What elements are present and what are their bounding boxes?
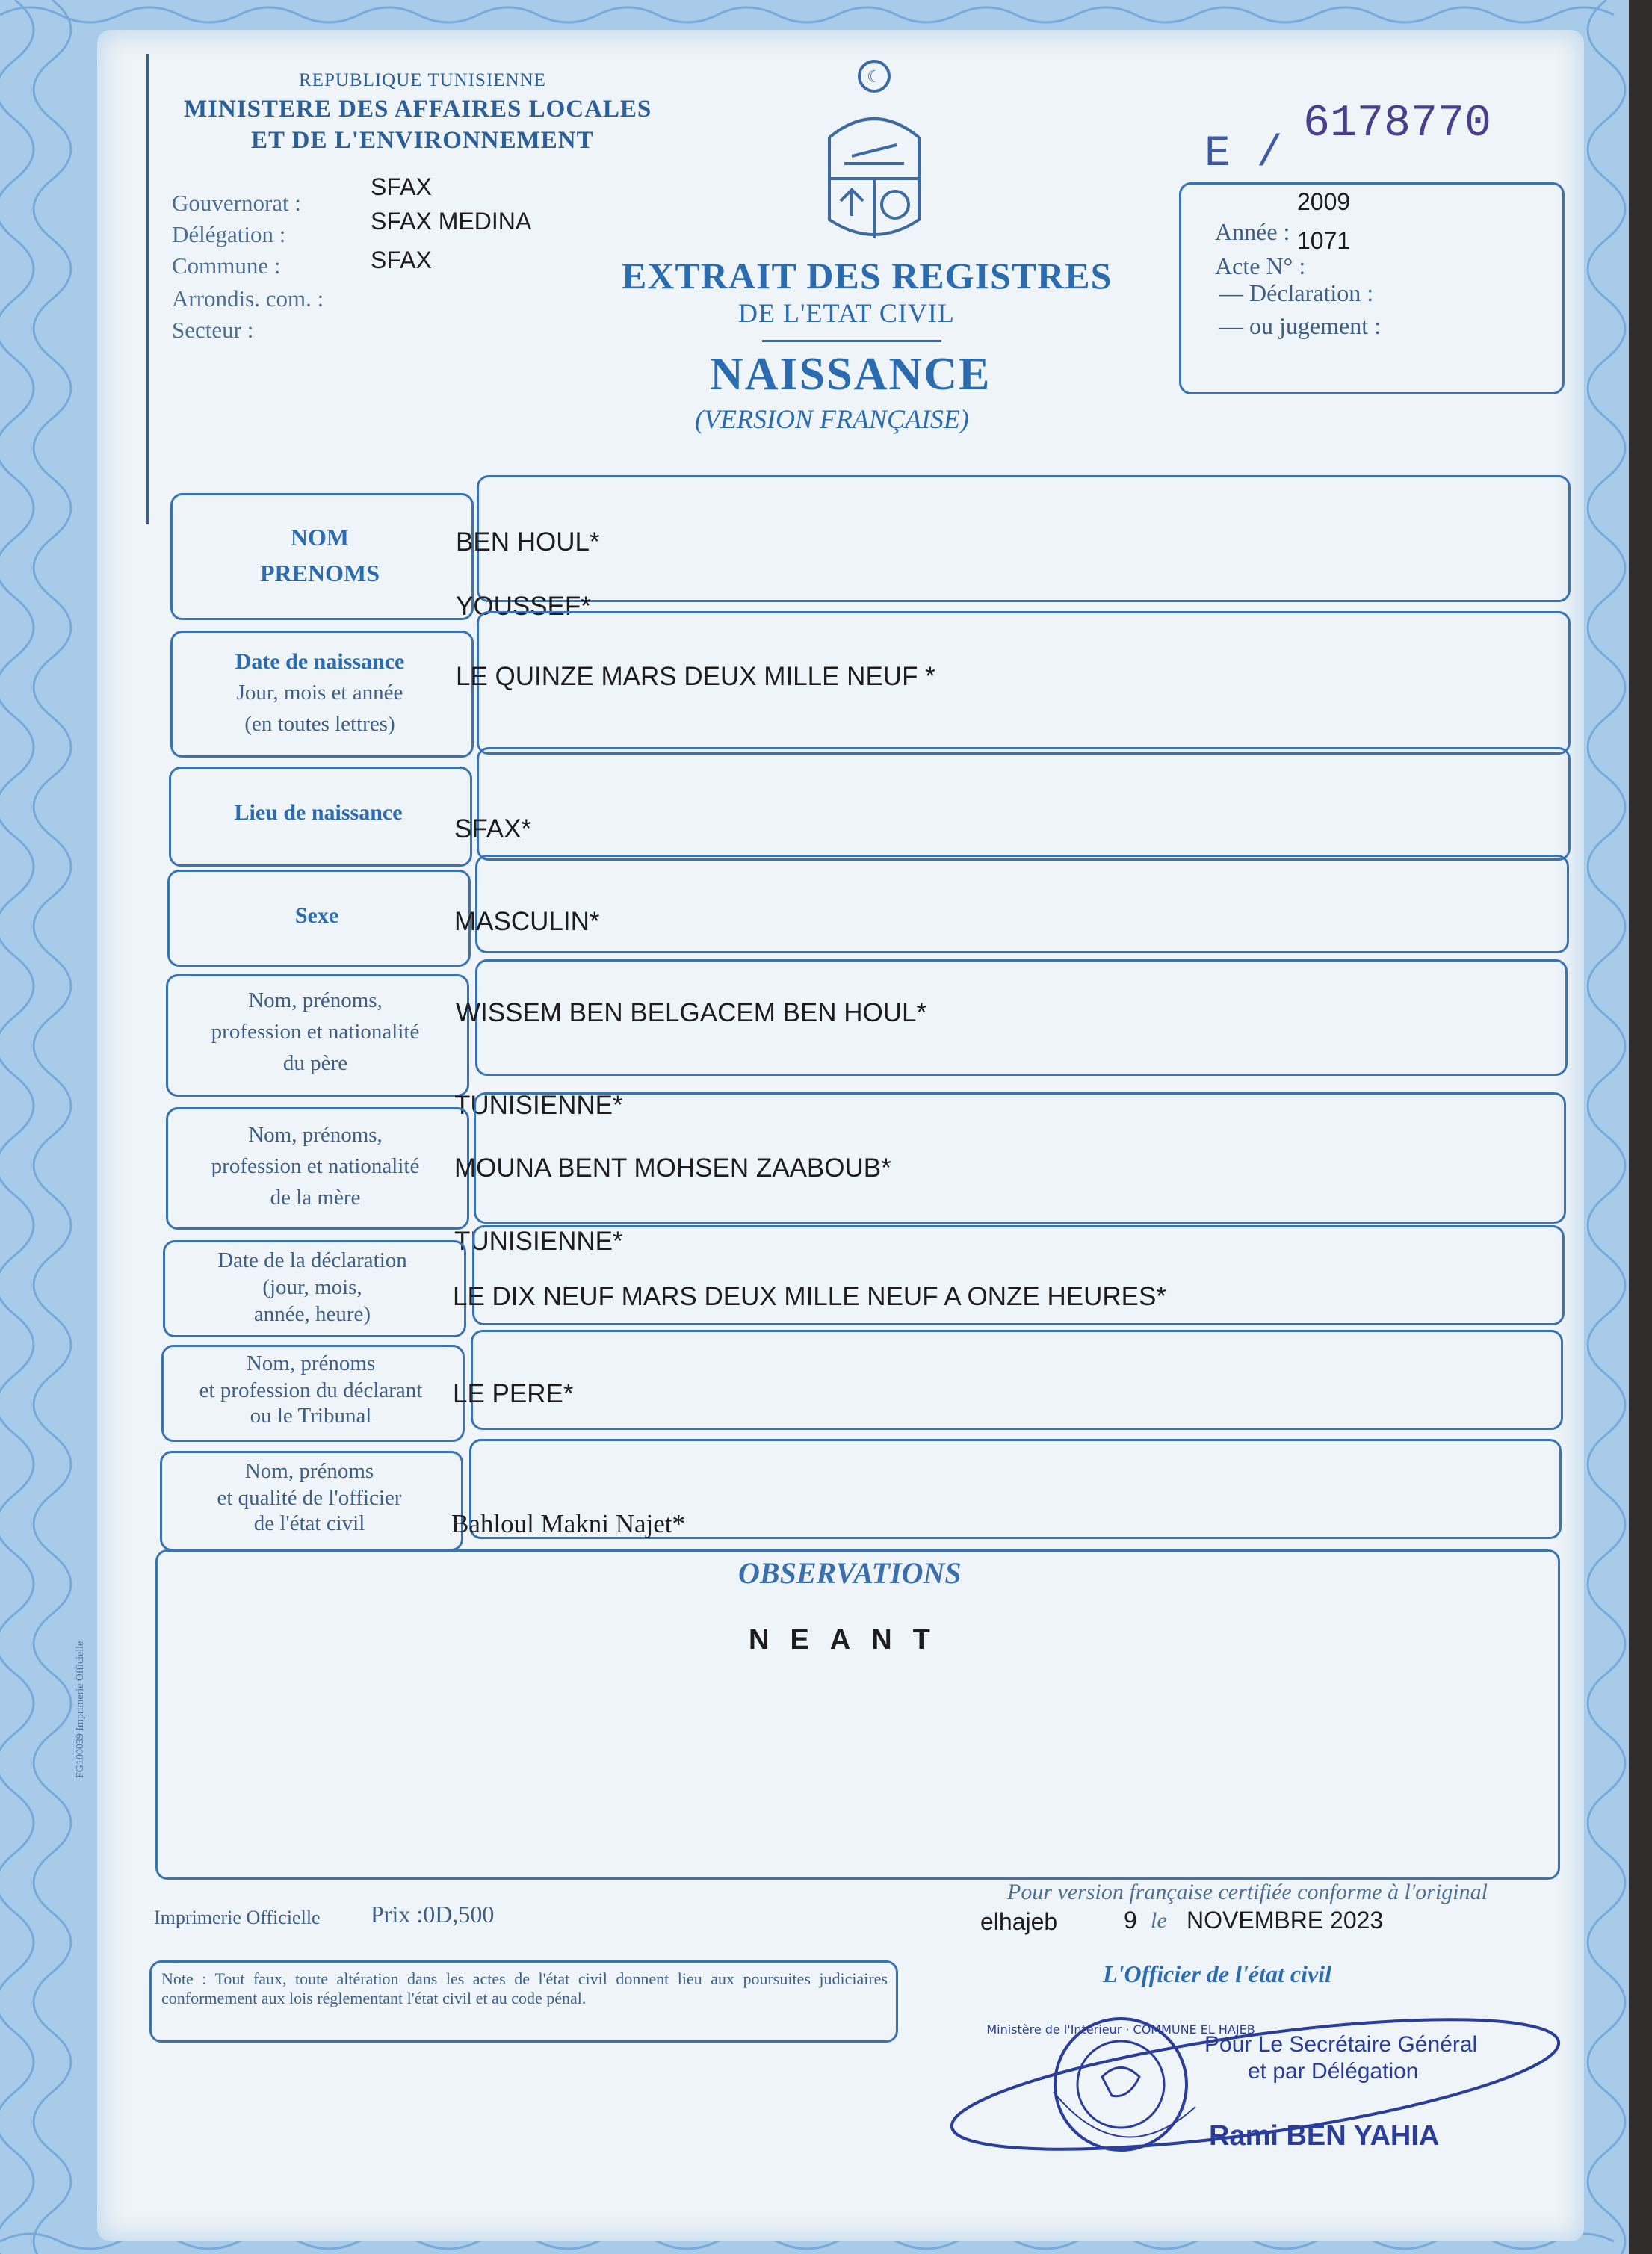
ministry-line-2: ET DE L'ENVIRONNEMENT	[251, 127, 594, 154]
serial-prefix: E /	[1204, 130, 1283, 179]
observations-value: NEANT	[749, 1624, 951, 1656]
row-mere-label-2: profession et nationalité	[211, 1154, 420, 1178]
title-extrait: EXTRAIT DES REGISTRES	[622, 255, 1113, 297]
row-officier-label-3: de l'état civil	[253, 1511, 365, 1535]
delegation-label: Délégation :	[172, 221, 286, 247]
row-declarant-value: LE PERE*	[453, 1379, 574, 1408]
secteur-label: Secteur :	[172, 317, 254, 343]
row-sexe-value: MASCULIN*	[454, 907, 600, 936]
row-mere-value: MOUNA BENT MOHSEN ZAABOUB*	[454, 1154, 891, 1183]
row-nom-value: BEN HOUL*	[456, 527, 600, 557]
officier-etat-civil-label: L'Officier de l'état civil	[1103, 1960, 1331, 1987]
svg-text:☾: ☾	[867, 68, 882, 87]
row-nom-label-2: PRENOMS	[260, 560, 380, 586]
seal-text: Ministère de l'Intérieur · COMMUNE EL HAJEB	[986, 2022, 1255, 2037]
row-date-label-3: (en toutes lettres)	[244, 712, 395, 736]
row-date-value: LE QUINZE MARS DEUX MILLE NEUF *	[456, 662, 935, 691]
annee-value: 2009	[1297, 188, 1351, 215]
footer-date: NOVEMBRE 2023	[1187, 1907, 1384, 1933]
row-declaration-label-3: année, heure)	[253, 1302, 371, 1326]
certifiee-label: Pour version française certifiée conforme à l'original	[1007, 1880, 1488, 1904]
footer-day: 9	[1124, 1907, 1137, 1933]
commune-value: SFAX	[371, 247, 432, 273]
row-declarant-label-3: ou le Tribunal	[250, 1404, 372, 1428]
row-lieu-label: Lieu de naissance	[234, 800, 403, 825]
row-declarant-value-box	[471, 1330, 1563, 1430]
ministry-line-1: MINISTERE DES AFFAIRES LOCALES	[184, 96, 652, 123]
row-mere-label-3: de la mère	[270, 1186, 361, 1210]
row-sexe-label: Sexe	[294, 903, 339, 928]
annee-label: Année :	[1215, 218, 1290, 245]
stamp-signatory-name: Rami BEN YAHIA	[1209, 2120, 1440, 2152]
row-pere-label-1: Nom, prénoms,	[248, 988, 383, 1012]
title-etat-civil: DE L'ETAT CIVIL	[738, 298, 955, 328]
title-naissance: NAISSANCE	[710, 349, 991, 400]
row-mere-nationality: TUNISIENNE*	[454, 1227, 623, 1256]
row-declaration-label-2: (jour, mois,	[262, 1275, 362, 1299]
official-stamp	[941, 1987, 1562, 2182]
arrondissement-label: Arrondis. com. :	[172, 285, 324, 312]
acte-label: Acte N° :	[1215, 253, 1306, 279]
row-officier-label-1: Nom, prénoms	[244, 1459, 374, 1483]
row-officier-value: Bahloul Makni Najet*	[451, 1509, 686, 1538]
row-prenoms-value: YOUSSEF*	[456, 592, 591, 621]
title-underline	[762, 340, 941, 342]
row-nom-value-box	[477, 475, 1571, 602]
imprimerie-label: Imprimerie Officielle	[154, 1907, 321, 1928]
delegation-value: SFAX MEDINA	[371, 208, 532, 235]
row-declarant-label-1: Nom, prénoms	[246, 1352, 376, 1375]
row-date-label-1: Date de naissance	[235, 649, 405, 674]
row-pere-label-2: profession et nationalité	[211, 1020, 420, 1044]
title-version: (VERSION FRANÇAISE)	[695, 404, 969, 434]
row-officier-label-2: et qualité de l'officier	[217, 1486, 402, 1510]
row-pere-nationality: TUNISIENNE*	[454, 1091, 623, 1120]
footer-le: le	[1151, 1908, 1167, 1933]
declaration-label: — Déclaration :	[1219, 279, 1374, 306]
row-nom-label-1: NOM	[290, 524, 350, 551]
row-pere-label-3: du père	[282, 1051, 348, 1075]
row-declarant-label-2: et profession du déclarant	[199, 1378, 423, 1402]
observations-box	[155, 1549, 1560, 1880]
coat-of-arms-emblem	[807, 55, 941, 250]
stamp-line-2: et par Délégation	[1248, 2059, 1419, 2084]
row-pere-value: WISSEM BEN BELGACEM BEN HOUL*	[456, 998, 927, 1027]
republic-label: REPUBLIQUE TUNISIENNE	[299, 70, 546, 90]
row-date-label-2: Jour, mois et année	[236, 681, 403, 705]
row-lieu-value-box	[477, 747, 1571, 861]
prix-label: Prix :0D,500	[371, 1901, 495, 1928]
row-lieu-value: SFAX*	[454, 814, 532, 843]
header-left-rule	[146, 54, 149, 524]
gouvernorat-label: Gouvernorat :	[172, 190, 302, 216]
row-sexe-value-box	[475, 855, 1569, 953]
footer-place: elhajeb	[980, 1908, 1058, 1935]
row-nom-label-box	[170, 493, 474, 620]
observations-title: OBSERVATIONS	[738, 1556, 962, 1590]
serial-number: 6178770	[1303, 99, 1492, 149]
side-print-code: FG100039 Imprimerie Officielle	[75, 1641, 86, 1778]
acte-value: 1071	[1297, 227, 1351, 254]
jugement-label: — ou jugement :	[1219, 312, 1381, 339]
commune-label: Commune :	[172, 253, 281, 279]
row-mere-label-1: Nom, prénoms,	[248, 1123, 383, 1147]
row-declaration-value: LE DIX NEUF MARS DEUX MILLE NEUF A ONZE HEURES*	[453, 1282, 1166, 1311]
gouvernorat-value: SFAX	[371, 173, 432, 200]
stamp-line-1: Pour Le Secrétaire Général	[1204, 2032, 1478, 2057]
note-text: Note : Tout faux, toute altération dans les actes de l'état civil donnent lieu aux poursuites judiciaires conformement aux lois réglementant l'état civil et au code pénal.	[161, 1969, 888, 2007]
row-declaration-label-1: Date de la déclaration	[217, 1248, 407, 1272]
